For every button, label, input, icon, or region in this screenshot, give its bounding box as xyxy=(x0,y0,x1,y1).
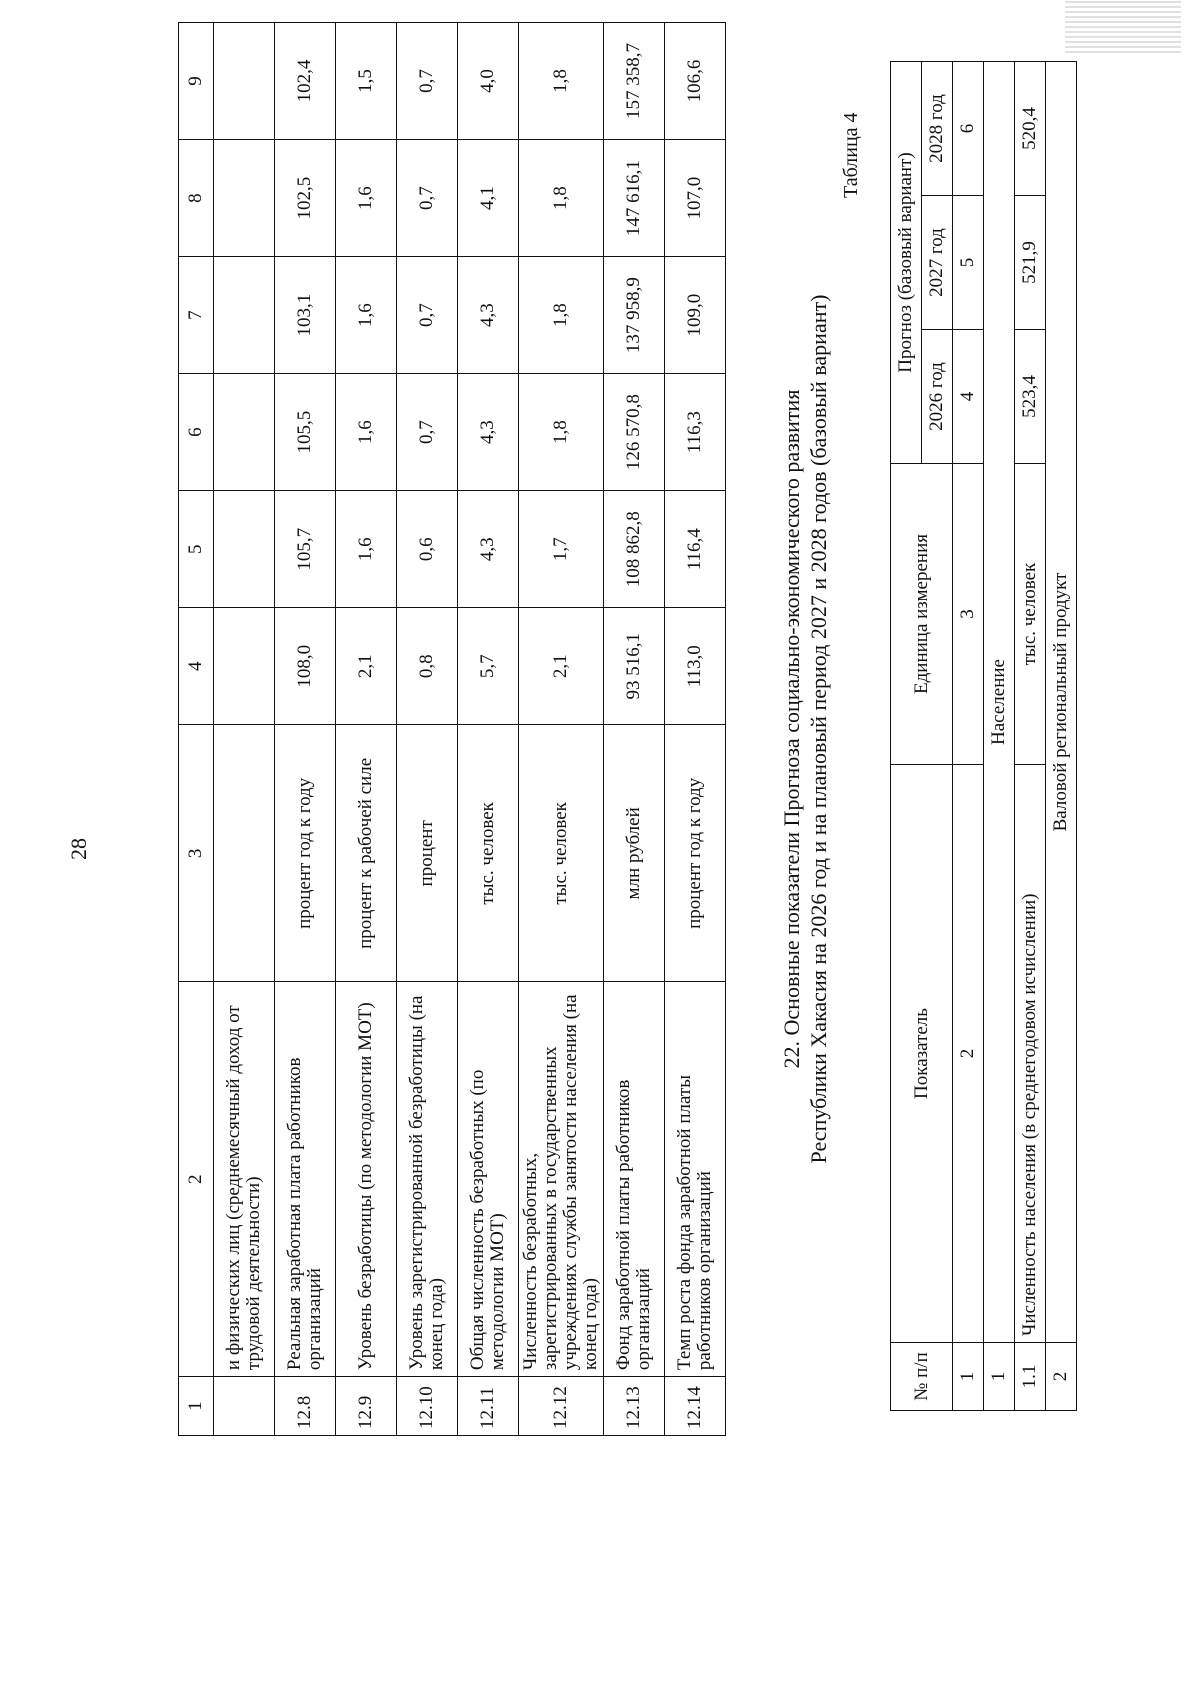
value-cell: 116,4 xyxy=(665,491,726,608)
row-number: 1.1 xyxy=(1015,1343,1046,1411)
indicator-label: Реальная заработная плата работников организаций xyxy=(275,982,336,1377)
table-row xyxy=(1015,62,1046,1411)
unit-cell: процент год к году xyxy=(275,725,336,982)
value-cell: 126 570,8 xyxy=(604,374,665,491)
value-cell: 523,4 xyxy=(1015,330,1046,464)
value-cell xyxy=(214,491,275,608)
section-heading: Валовой региональный продукт xyxy=(1046,62,1077,1343)
unit-cell xyxy=(214,725,275,982)
value-cell: 108 862,8 xyxy=(604,491,665,608)
table-row xyxy=(519,23,604,1436)
column-index-cell: 6 xyxy=(953,62,984,196)
indicator-label: Фонд заработной платы работников организаций xyxy=(604,982,665,1377)
value-cell: 4,3 xyxy=(458,374,519,491)
value-cell xyxy=(214,140,275,257)
table-row xyxy=(336,23,397,1436)
unit-cell: тыс. человек xyxy=(1015,464,1046,765)
value-cell: 93 516,1 xyxy=(604,608,665,725)
row-number xyxy=(214,1377,275,1436)
header-year: 2026 год xyxy=(922,330,953,464)
value-cell: 4,3 xyxy=(458,491,519,608)
value-cell: 4,0 xyxy=(458,23,519,140)
value-cell: 108,0 xyxy=(275,608,336,725)
value-cell: 103,1 xyxy=(275,257,336,374)
row-number: 1 xyxy=(984,1343,1015,1411)
value-cell: 102,5 xyxy=(275,140,336,257)
value-cell: 105,7 xyxy=(275,491,336,608)
value-cell: 116,3 xyxy=(665,374,726,491)
indicator-label: Уровень зарегистрированной безработицы (на конец года) xyxy=(397,982,458,1377)
header-unit: Единица измерения xyxy=(891,464,953,765)
column-index-cell: 1 xyxy=(953,1343,984,1411)
indicator-label: Общая численность безработных (по методологии МОТ) xyxy=(458,982,519,1377)
value-cell: 520,4 xyxy=(1015,62,1046,196)
unit-cell: процент год к году xyxy=(665,725,726,982)
unit-cell: тыс. человек xyxy=(519,725,604,982)
value-cell: 1,8 xyxy=(519,140,604,257)
column-index-cell: 3 xyxy=(953,464,984,765)
indicator-label: Уровень безработицы (по методологии МОТ) xyxy=(336,982,397,1377)
header-year: 2028 год xyxy=(922,62,953,196)
page-number: 28 xyxy=(66,838,91,860)
value-cell: 1,7 xyxy=(519,491,604,608)
section-title xyxy=(778,22,832,1436)
row-number: 12.9 xyxy=(336,1377,397,1436)
column-index-cell: 7 xyxy=(179,257,214,374)
header-number: № п/п xyxy=(891,1343,953,1411)
value-cell: 0,8 xyxy=(397,608,458,725)
value-cell: 147 616,1 xyxy=(604,140,665,257)
indicators-table-continued xyxy=(178,22,726,1436)
column-index-cell: 2 xyxy=(953,765,984,1343)
value-cell: 1,5 xyxy=(336,23,397,140)
section-row xyxy=(984,62,1015,1411)
indicator-label: Численность населения (в среднегодовом исчислении) xyxy=(1015,765,1046,1343)
unit-cell: процент xyxy=(397,725,458,982)
value-cell: 106,6 xyxy=(665,23,726,140)
table-row xyxy=(458,23,519,1436)
column-index-row xyxy=(179,23,214,1436)
section-title-line: 22. Основные показатели Прогноза социально-экономического развития xyxy=(779,389,804,1069)
value-cell: 4,1 xyxy=(458,140,519,257)
unit-cell: процент к рабочей силе xyxy=(336,725,397,982)
section-title-line: Республики Хакасия на 2026 год и на плановый период 2027 и 2028 годов (базовый вариант) xyxy=(806,294,831,1164)
value-cell: 1,8 xyxy=(519,23,604,140)
section-row xyxy=(1046,62,1077,1411)
table-row xyxy=(275,23,336,1436)
column-index-cell: 4 xyxy=(179,608,214,725)
value-cell: 1,8 xyxy=(519,257,604,374)
table-row xyxy=(604,23,665,1436)
column-index-row xyxy=(953,62,984,1411)
value-cell: 137 958,9 xyxy=(604,257,665,374)
row-number: 12.12 xyxy=(519,1377,604,1436)
column-index-cell: 4 xyxy=(953,330,984,464)
header-indicator: Показатель xyxy=(891,765,953,1343)
row-number: 12.11 xyxy=(458,1377,519,1436)
column-index-cell: 5 xyxy=(179,491,214,608)
column-index-cell: 5 xyxy=(953,196,984,330)
value-cell: 4,3 xyxy=(458,257,519,374)
value-cell: 0,6 xyxy=(397,491,458,608)
table-row xyxy=(665,23,726,1436)
row-number: 12.14 xyxy=(665,1377,726,1436)
value-cell: 109,0 xyxy=(665,257,726,374)
value-cell: 113,0 xyxy=(665,608,726,725)
value-cell xyxy=(214,374,275,491)
value-cell: 0,7 xyxy=(397,374,458,491)
column-index-cell: 2 xyxy=(179,982,214,1377)
value-cell: 5,7 xyxy=(458,608,519,725)
value-cell: 0,7 xyxy=(397,140,458,257)
value-cell: 0,7 xyxy=(397,257,458,374)
header-year: 2027 год xyxy=(922,196,953,330)
value-cell: 0,7 xyxy=(397,23,458,140)
row-number: 12.10 xyxy=(397,1377,458,1436)
row-number: 12.8 xyxy=(275,1377,336,1436)
column-index-cell: 3 xyxy=(179,725,214,982)
table-row xyxy=(397,23,458,1436)
row-number: 2 xyxy=(1046,1343,1077,1411)
value-cell: 1,6 xyxy=(336,374,397,491)
value-cell xyxy=(214,257,275,374)
indicator-label: Темп роста фонда заработной платы работников организаций xyxy=(665,982,726,1377)
unit-cell: млн рублей xyxy=(604,725,665,982)
section-heading: Население xyxy=(984,62,1015,1343)
value-cell: 1,8 xyxy=(519,374,604,491)
column-index-cell: 6 xyxy=(179,374,214,491)
column-index-cell: 1 xyxy=(179,1377,214,1436)
table-caption: Таблица 4 xyxy=(840,112,862,198)
value-cell: 1,6 xyxy=(336,491,397,608)
value-cell: 2,1 xyxy=(336,608,397,725)
value-cell: 157 358,7 xyxy=(604,23,665,140)
value-cell: 2,1 xyxy=(519,608,604,725)
header-row xyxy=(891,62,922,1411)
value-cell: 521,9 xyxy=(1015,196,1046,330)
column-index-cell: 8 xyxy=(179,140,214,257)
forecast-table xyxy=(890,61,1077,1411)
table-row xyxy=(214,23,275,1436)
value-cell xyxy=(214,23,275,140)
indicator-label: Численность безработных, зарегистрированных в государственных учреждениях службы занятости населения (на конец года) xyxy=(519,982,604,1377)
value-cell: 1,6 xyxy=(336,257,397,374)
value-cell xyxy=(214,608,275,725)
indicator-label: и физических лиц (среднемесячный доход от трудовой деятельности) xyxy=(214,982,275,1377)
row-number: 12.13 xyxy=(604,1377,665,1436)
faint-stamp xyxy=(1065,0,1181,53)
value-cell: 107,0 xyxy=(665,140,726,257)
header-forecast: Прогноз (базовый вариант) xyxy=(891,62,922,464)
value-cell: 1,6 xyxy=(336,140,397,257)
value-cell: 102,4 xyxy=(275,23,336,140)
column-index-cell: 9 xyxy=(179,23,214,140)
value-cell: 105,5 xyxy=(275,374,336,491)
unit-cell: тыс. человек xyxy=(458,725,519,982)
